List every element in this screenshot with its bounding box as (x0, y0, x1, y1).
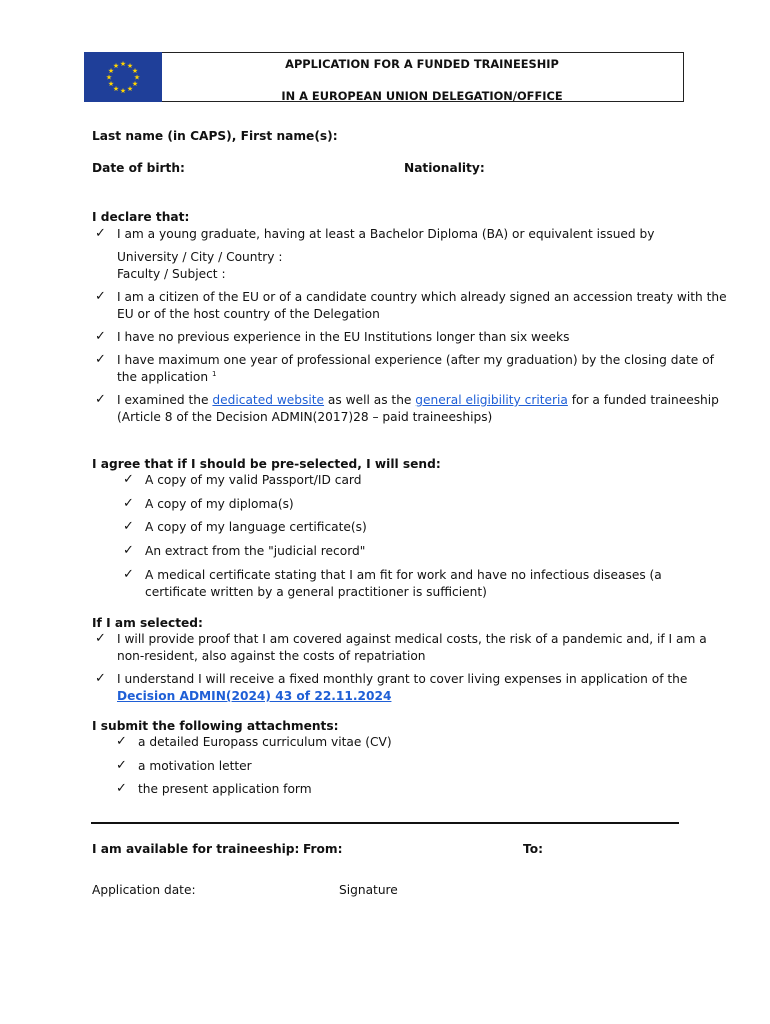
declare-item-2-line-1: I am a citizen of the EU or of a candidate country which already signed an accession treaty with the (117, 290, 727, 304)
section-divider (91, 822, 679, 824)
dedicated-website-link[interactable]: dedicated website (212, 393, 325, 407)
declare-heading: I declare that: (92, 210, 190, 224)
svg-text:★: ★ (133, 73, 141, 82)
selected-item-2-line-1: I understand I will receive a fixed monthly grant to cover living expenses in application of the (117, 672, 688, 686)
application-date-label: Application date: (92, 883, 196, 897)
check-icon: ✓ (123, 472, 134, 487)
declare-item-5-line-2: (Article 8 of the Decision ADMIN(2017)28 – paid traineeships) (117, 410, 493, 424)
svg-text:★: ★ (112, 62, 120, 70)
name-label: Last name (in CAPS), First name(s): (92, 129, 338, 143)
declare-item-1: I am a young graduate, having at least a Bachelor Diploma (BA) or equivalent issued by (117, 227, 655, 241)
eu-stars-icon (84, 52, 162, 102)
agree-item: A copy of my valid Passport/ID card (145, 473, 362, 487)
check-icon: ✓ (123, 496, 134, 511)
decision-admin-link[interactable]: Decision ADMIN(2024) 43 of 22.11.2024 (117, 689, 392, 703)
agree-heading: I agree that if I should be pre-selected, I will send: (92, 457, 441, 471)
eligibility-criteria-link[interactable]: general eligibility criteria (415, 393, 568, 407)
check-icon: ✓ (95, 671, 106, 686)
attachment-item: a motivation letter (138, 759, 252, 773)
check-icon: ✓ (123, 567, 134, 582)
dob-label: Date of birth: (92, 161, 185, 175)
svg-text:★: ★ (119, 87, 127, 95)
eu-flag-logo (84, 52, 162, 102)
svg-text:★: ★ (126, 85, 134, 93)
svg-text:★: ★ (107, 67, 115, 75)
signature-label: Signature (339, 883, 398, 897)
svg-text:★: ★ (126, 62, 134, 70)
agree-item: A copy of my diploma(s) (145, 497, 294, 511)
check-icon: ✓ (95, 352, 106, 367)
nationality-label: Nationality: (404, 161, 485, 175)
check-icon: ✓ (95, 289, 106, 304)
from-label: From: (303, 842, 343, 856)
svg-text:★: ★ (131, 67, 139, 75)
check-icon: ✓ (95, 631, 106, 646)
svg-text:★: ★ (131, 80, 139, 88)
svg-text:★: ★ (105, 73, 113, 82)
check-icon: ✓ (116, 781, 127, 796)
agree-item-5-line-2: certificate written by a general practitioner is sufficient) (145, 585, 487, 599)
attachment-item: the present application form (138, 782, 312, 796)
header-title-line-1: APPLICATION FOR A FUNDED TRAINEESHIP (285, 57, 559, 71)
attachments-heading: I submit the following attachments: (92, 719, 339, 733)
check-icon: ✓ (95, 329, 106, 344)
attachment-item: a detailed Europass curriculum vitae (CV) (138, 735, 392, 749)
declare-item-4-line-2 (117, 370, 216, 384)
declare-item-1-university: University / City / Country : (117, 250, 283, 264)
header-title-line-2: IN A EUROPEAN UNION DELEGATION/OFFICE (281, 89, 563, 103)
check-icon: ✓ (123, 519, 134, 534)
declare-item-5-line-1 (117, 393, 719, 407)
check-icon: ✓ (95, 392, 106, 407)
svg-text:★: ★ (107, 80, 115, 88)
check-icon: ✓ (95, 226, 106, 241)
availability-label: I am available for traineeship: (92, 842, 300, 856)
declare-item-3: I have no previous experience in the EU Institutions longer than six weeks (117, 330, 570, 344)
agree-item-5-line-1: A medical certificate stating that I am fit for work and have no infectious diseases (a (145, 568, 662, 582)
declare-item-5-post: for a funded traineeship (571, 393, 719, 407)
selected-item-1-line-1: I will provide proof that I am covered against medical costs, the risk of a pandemic and, if I am a (117, 632, 707, 646)
declare-item-4-text: the application (117, 370, 209, 385)
declare-item-2-line-2: EU or of the host country of the Delegation (117, 307, 380, 321)
declare-item-1-faculty: Faculty / Subject : (117, 267, 226, 281)
declare-item-5-mid: as well as the (327, 393, 412, 407)
svg-text:★: ★ (112, 85, 120, 93)
selected-item-1-line-2: non-resident, also against the costs of repatriation (117, 649, 426, 663)
check-icon: ✓ (116, 758, 127, 773)
check-icon: ✓ (123, 543, 134, 558)
footnote-marker[interactable]: 1 (211, 370, 217, 378)
svg-text:★: ★ (119, 60, 127, 68)
to-label: To: (523, 842, 543, 856)
declare-item-4-line-1: I have maximum one year of professional experience (after my graduation) by the closing date of (117, 353, 714, 367)
agree-item: An extract from the "judicial record" (145, 544, 366, 558)
agree-item: A copy of my language certificate(s) (145, 520, 367, 534)
check-icon: ✓ (116, 734, 127, 749)
declare-item-5-pre: I examined the (117, 393, 209, 407)
selected-heading: If I am selected: (92, 616, 203, 630)
